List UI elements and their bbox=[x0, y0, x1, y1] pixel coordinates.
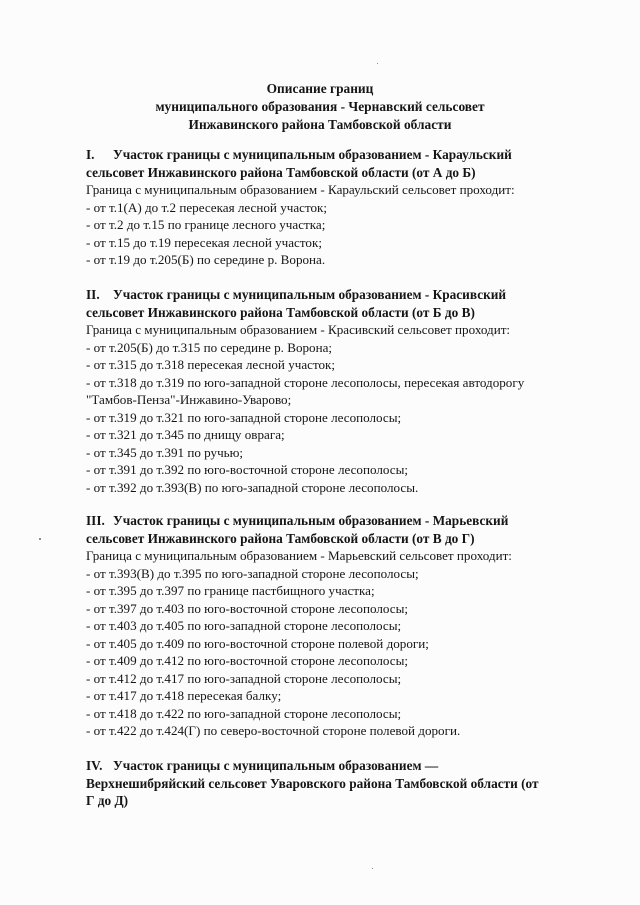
list-item: - от т.345 до т.391 по ручью; bbox=[86, 444, 244, 460]
section-heading bbox=[86, 512, 606, 547]
section-heading-line-1: Участок границы с муниципальным образованием - Марьевский bbox=[113, 513, 509, 528]
list-item: - от т.315 до т.318 пересекая лесной участок; bbox=[86, 357, 336, 372]
list-item: "Тамбов-Пенза"-Инжавино-Уварово; bbox=[86, 392, 292, 407]
list-item: - от т.418 до т.422 по юго-западной стороне лесополосы; bbox=[86, 705, 402, 721]
list-item: - от т.417 до т.418 пересекая балку; bbox=[86, 688, 282, 703]
title-line-1: Описание границ bbox=[266, 81, 374, 96]
section-1 bbox=[86, 146, 606, 269]
section-number: II. bbox=[86, 287, 100, 302]
section-heading-line-2: сельсовет Инжавинского района Тамбовской области (от А до Б) bbox=[86, 164, 476, 180]
section-2 bbox=[86, 286, 606, 496]
list-item: - от т.403 до т.405 по юго-западной стороне лесополосы; bbox=[86, 618, 402, 633]
title-line-3: Инжавинского района Тамбовской области bbox=[188, 117, 452, 132]
list-item: - от т.422 до т.424(Г) по северо-восточной стороне полевой дороги. bbox=[86, 723, 461, 738]
section-heading-line-1: Участок границы с муниципальным образованием - Красивский bbox=[113, 287, 507, 302]
section-heading-line-3: Г до Д) bbox=[86, 793, 129, 808]
section-intro: Граница с муниципальным образованием - Караульский сельсовет проходит: bbox=[86, 182, 515, 197]
list-item: - от т.405 до т.409 по юго-восточной стороне полевой дороги; bbox=[86, 635, 429, 651]
list-item: - от т.15 до т.19 пересекая лесной участок; bbox=[86, 234, 322, 250]
list-item: - от т.321 до т.345 по днищу оврага; bbox=[86, 427, 285, 442]
section-heading bbox=[86, 146, 606, 181]
section-4 bbox=[86, 757, 606, 810]
section-heading-line-2: сельсовет Инжавинского района Тамбовской области (от В до Г) bbox=[86, 530, 475, 546]
list-item: - от т.393(В) до т.395 по юго-западной стороне лесополосы; bbox=[86, 565, 419, 581]
list-item: - от т.1(А) до т.2 пересекая лесной участок; bbox=[86, 199, 328, 215]
section-number: IV. bbox=[86, 758, 103, 773]
scan-speck bbox=[377, 63, 378, 64]
list-item: - от т.409 до т.412 по юго-восточной стороне лесополосы; bbox=[86, 653, 409, 668]
list-item: - от т.319 до т.321 по юго-западной стороне лесополосы; bbox=[86, 409, 402, 425]
section-number: I. bbox=[86, 147, 95, 162]
scan-speck bbox=[372, 868, 373, 869]
list-item: - от т.392 до т.393(В) по юго-западной стороне лесополосы. bbox=[86, 479, 419, 495]
section-number: III. bbox=[86, 513, 105, 528]
section-heading-line-1: Участок границы с муниципальным образованием — bbox=[113, 758, 439, 773]
list-item: - от т.395 до т.397 по границе пастбищного участка; bbox=[86, 583, 375, 598]
list-item: - от т.397 до т.403 по юго-восточной стороне лесополосы; bbox=[86, 600, 409, 616]
scan-speck bbox=[39, 538, 41, 540]
section-intro: Граница с муниципальным образованием - Красивский сельсовет проходит: bbox=[86, 322, 511, 337]
list-item: - от т.19 до т.205(Б) по середине р. Ворона. bbox=[86, 252, 326, 267]
list-item: - от т.391 до т.392 по юго-восточной стороне лесополосы; bbox=[86, 462, 409, 477]
section-3 bbox=[86, 512, 606, 740]
section-heading-line-2: сельсовет Инжавинского района Тамбовской области (от Б до В) bbox=[86, 304, 475, 320]
document-title bbox=[60, 80, 580, 134]
list-item: - от т.318 до т.319 по юго-западной стороне лесополосы, пересекая автодорогу bbox=[86, 374, 525, 390]
title-line-2: муниципального образования - Чернавский сельсовет bbox=[155, 99, 485, 114]
section-heading bbox=[86, 286, 606, 321]
section-heading-line-2: Верхнешибряйский сельсовет Уваровского района Тамбовской области (от bbox=[86, 775, 539, 791]
section-heading bbox=[86, 757, 606, 810]
list-item: - от т.412 до т.417 по юго-западной стороне лесополосы; bbox=[86, 670, 402, 686]
list-item: - от т.205(Б) до т.315 по середине р. Ворона; bbox=[86, 339, 333, 355]
section-heading-line-1: Участок границы с муниципальным образованием - Караульский bbox=[113, 147, 512, 162]
section-intro: Граница с муниципальным образованием - Марьевский сельсовет проходит: bbox=[86, 548, 512, 563]
list-item: - от т.2 до т.15 по границе лесного участка; bbox=[86, 217, 326, 232]
